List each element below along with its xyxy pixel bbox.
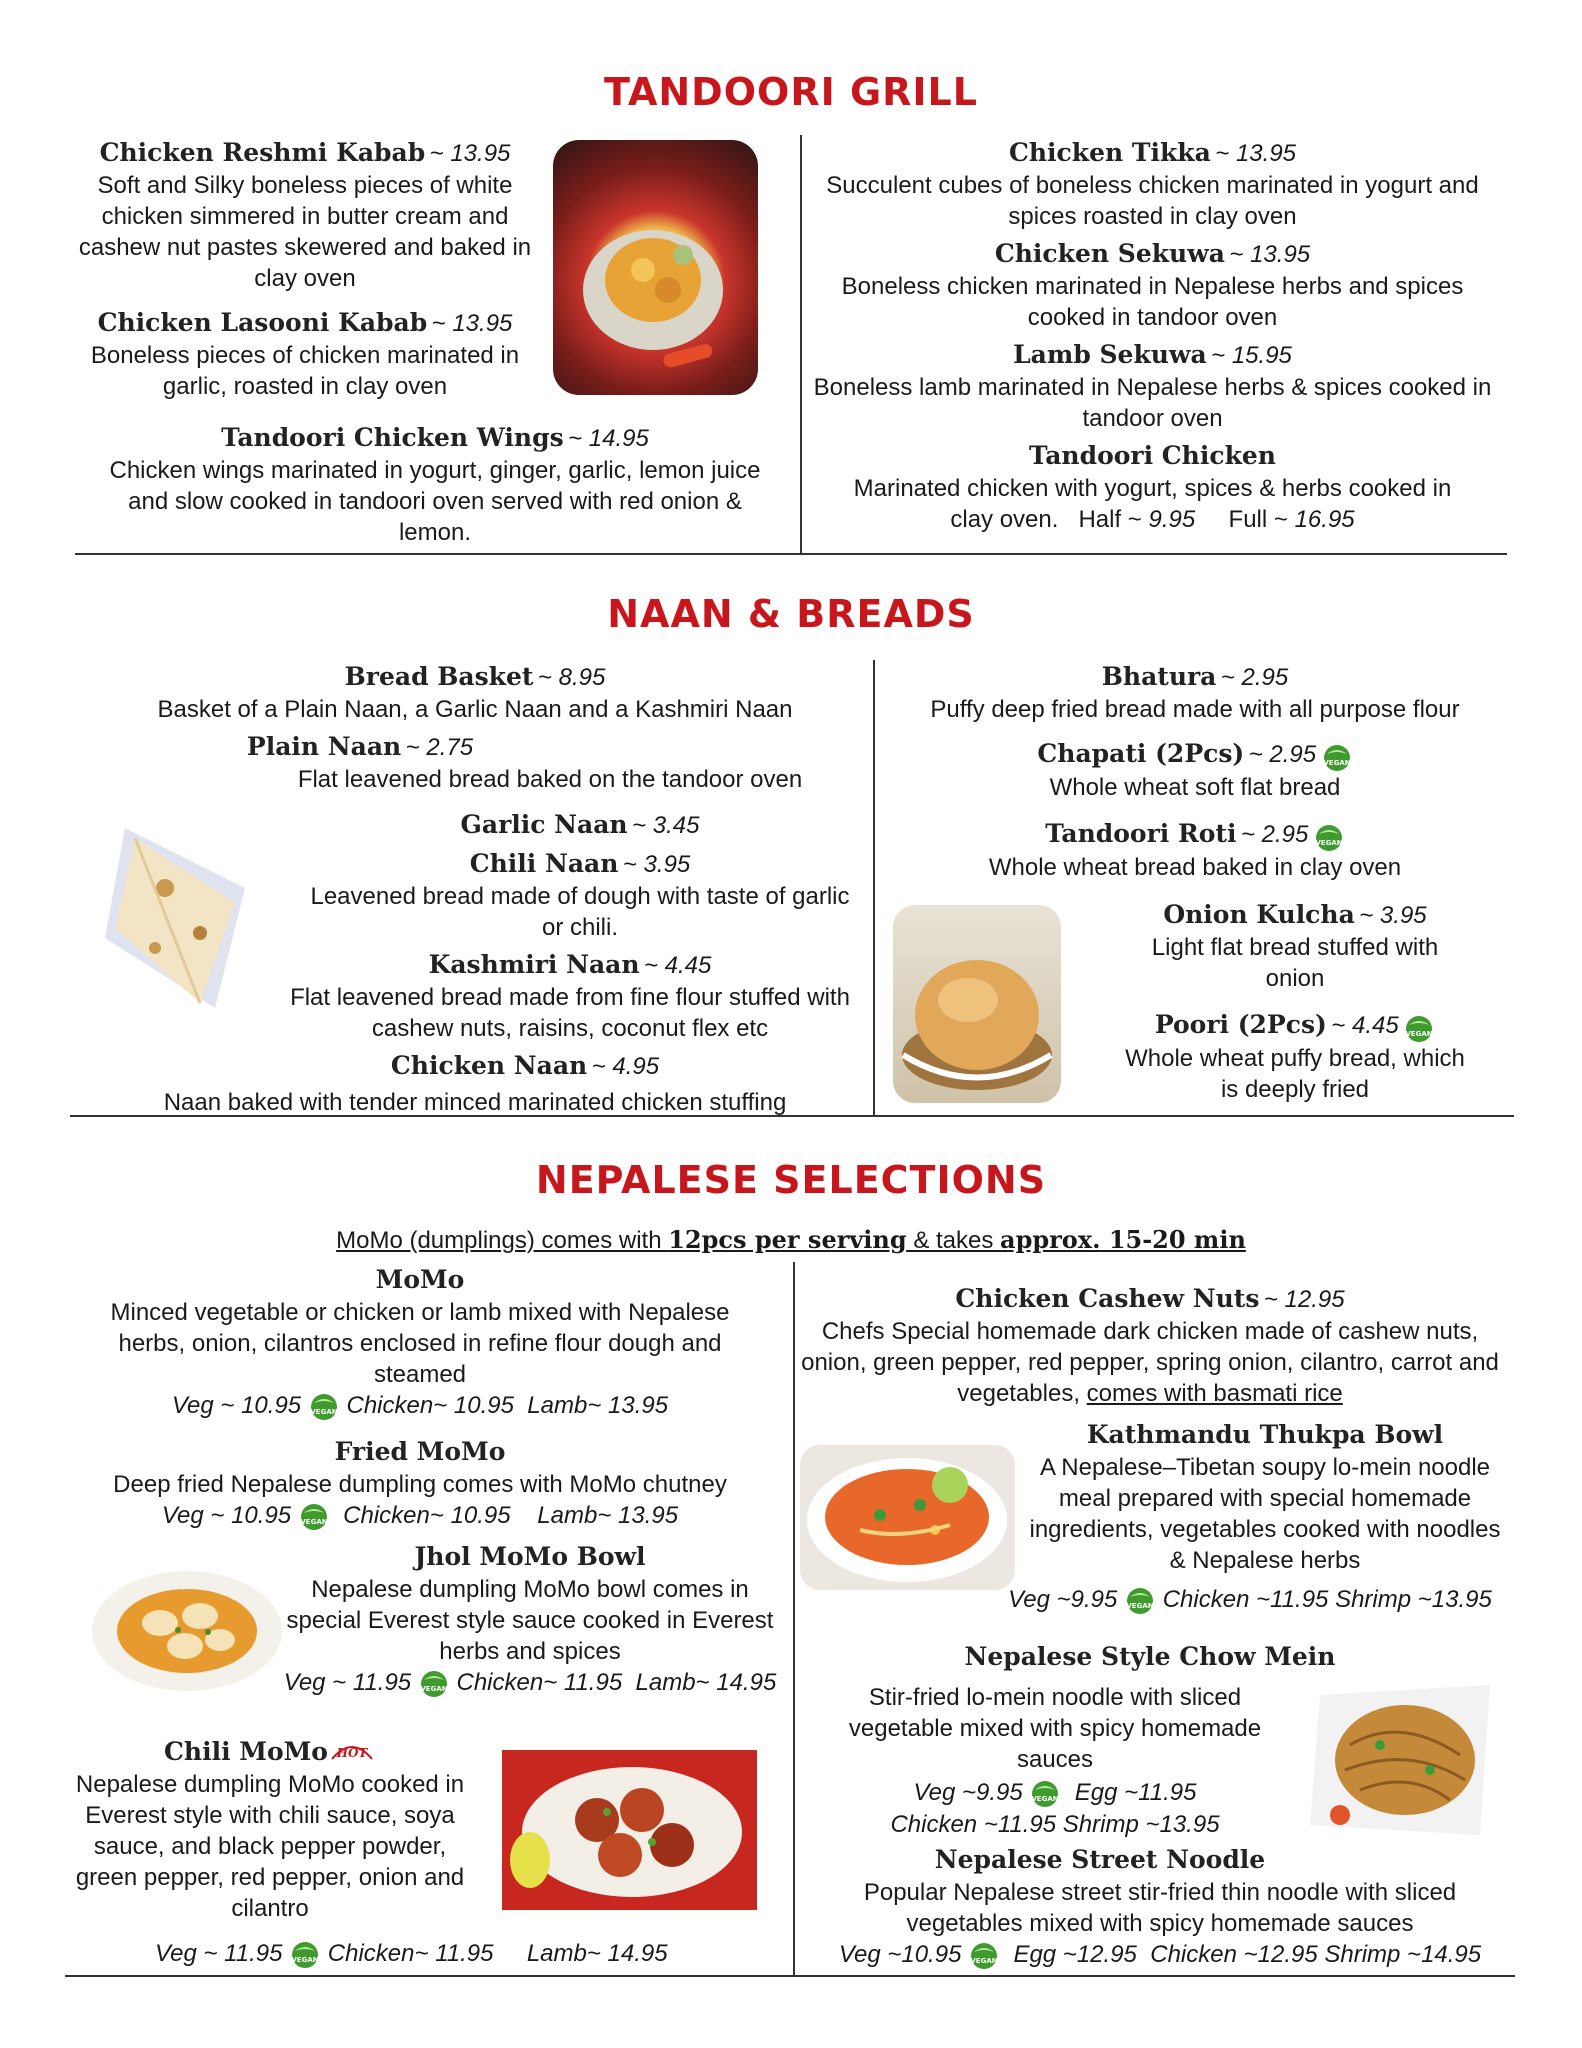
- nepalese-rule: [65, 1975, 1515, 1977]
- price-lamb: Lamb~ 13.95: [527, 1392, 669, 1419]
- item-name: Plain Naan: [246, 732, 402, 761]
- item-price: ~ 3.95: [622, 851, 691, 878]
- tandoori-divider: [800, 135, 802, 555]
- item-desc: Soft and Silky boneless pieces of white chicken simmered in butter cream and cashew nut pastes skewered and baked in clay oven: [78, 172, 532, 292]
- item-price: ~ 15.95: [1211, 342, 1292, 369]
- chow-mein-details: [810, 1682, 1300, 1841]
- price-shrimp: Shrimp ~14.95: [1324, 1941, 1482, 1968]
- menu-item-chili-naan: [300, 847, 860, 943]
- item-price: ~ 8.95: [537, 664, 606, 691]
- item-name: Lamb Sekuwa: [1013, 340, 1207, 369]
- tandoori-rule: [75, 553, 1507, 555]
- chili-momo-prices: [70, 1938, 770, 1970]
- vegan-icon: [1029, 1780, 1061, 1808]
- jhol-momo-photo: [90, 1568, 285, 1693]
- vegan-icon: [418, 1670, 450, 1698]
- note-text-c: & takes: [906, 1227, 1001, 1254]
- price-chicken: Chicken ~11.95: [890, 1811, 1057, 1838]
- menu-item-street-noodle: [800, 1843, 1520, 1971]
- item-name: Tandoori Chicken: [1029, 441, 1276, 470]
- price-chicken: Chicken ~11.95: [1162, 1586, 1329, 1613]
- item-name: Tandoori Chicken Wings: [221, 423, 564, 452]
- item-price: ~ 4.45: [1331, 1012, 1399, 1039]
- item-price: ~ 13.95: [1215, 140, 1297, 167]
- note-text-a: MoMo (dumplings) comes with: [336, 1227, 669, 1254]
- menu-item-bread-basket: [95, 660, 855, 725]
- item-desc: Flat leavened bread baked on the tandoor oven: [297, 766, 803, 793]
- item-desc: Light flat bread stuffed with onion: [1151, 934, 1439, 992]
- item-desc: Chefs Special homemade dark chicken made of cashew nuts, onion, green pepper, red pepper, spring onion, cilantro, carrot and vegetables,: [801, 1318, 1499, 1407]
- item-desc: Stir-fried lo-mein noodle with sliced vegetable mixed with spicy homemade sauces: [848, 1684, 1262, 1773]
- item-desc: Leavened bread made of dough with taste of garlic or chili.: [310, 883, 850, 941]
- price-lamb: Lamb~ 13.95: [537, 1502, 679, 1529]
- price-chicken: Chicken~ 11.95: [327, 1940, 494, 1967]
- item-name: Kathmandu Thukpa Bowl: [1086, 1420, 1444, 1449]
- menu-item-cashew-chicken: [795, 1282, 1505, 1409]
- item-name: Fried MoMo: [334, 1437, 506, 1466]
- item-desc: Whole wheat bread baked in clay oven: [988, 853, 1402, 881]
- price-veg: Veg ~ 10.95: [171, 1392, 302, 1419]
- item-name: Chili MoMo: [164, 1737, 328, 1766]
- item-desc: Naan baked with tender minced marinated chicken stuffing: [163, 1089, 787, 1116]
- price-veg: Veg ~9.95: [913, 1779, 1023, 1806]
- half-label: Half ~: [1078, 506, 1142, 533]
- half-price: 9.95: [1148, 506, 1196, 533]
- price-egg: Egg ~12.95: [1013, 1941, 1137, 1968]
- price-lamb: Lamb~ 14.95: [635, 1669, 777, 1696]
- item-price: ~ 2.95: [1220, 664, 1289, 691]
- menu-item-wings: [90, 421, 780, 548]
- item-desc: Marinated chicken with yogurt, spices & herbs cooked in clay oven.: [853, 475, 1452, 533]
- item-price: ~ 3.95: [1359, 902, 1427, 929]
- item-desc: Puffy deep fried bread made with all purpose flour: [930, 696, 1460, 723]
- price-egg: Egg ~11.95: [1074, 1779, 1197, 1806]
- item-name: Chicken Cashew Nuts: [955, 1284, 1260, 1313]
- full-label: Full ~: [1228, 506, 1288, 533]
- note-text-d: approx. 15-20 min: [1000, 1225, 1246, 1254]
- item-name: Chili Naan: [469, 849, 619, 878]
- item-name: Bread Basket: [344, 662, 534, 691]
- nepalese-title: NEPALESE SELECTIONS: [535, 1158, 1047, 1202]
- menu-item-thukpa: [1020, 1418, 1510, 1576]
- item-price: ~ 2.75: [405, 734, 474, 761]
- price-veg: Veg ~9.95: [1008, 1586, 1118, 1613]
- item-desc: Nepalese dumpling MoMo bowl comes in special Everest style sauce cooked in Everest herbs and spices: [286, 1576, 774, 1665]
- menu-item-sekuwa: [810, 237, 1495, 333]
- menu-item-reshmi: [70, 136, 540, 294]
- item-desc: Basket of a Plain Naan, a Garlic Naan and a Kashmiri Naan: [157, 696, 793, 723]
- item-desc: Nepalese dumpling MoMo cooked in Everest style with chili sauce, soya sauce, and black pepper powder, green pepper, red pepper, onion and cilantro: [75, 1771, 465, 1922]
- price-shrimp: Shrimp ~13.95: [1062, 1811, 1220, 1838]
- price-veg: Veg ~ 10.95: [161, 1502, 292, 1529]
- naan-divider: [873, 660, 875, 1117]
- item-desc: Minced vegetable or chicken or lamb mixed with Nepalese herbs, onion, cilantros enclosed in refine flour dough and steamed: [110, 1299, 730, 1388]
- item-price: ~ 4.45: [643, 952, 712, 979]
- vegan-icon: [1313, 824, 1345, 852]
- menu-item-garlic-naan: [300, 808, 860, 842]
- item-name: Poori (2Pcs): [1154, 1010, 1327, 1039]
- vegan-icon: [298, 1503, 330, 1531]
- tandoori-title: TANDOORI GRILL: [604, 70, 978, 114]
- menu-item-onion-kulcha: [1085, 898, 1505, 994]
- poori-photo: [893, 905, 1061, 1103]
- menu-item-tandoori-roti: [880, 817, 1510, 883]
- item-price: ~ 13.95: [1229, 241, 1311, 268]
- vegan-icon: [1321, 744, 1353, 772]
- menu-item-jhol-momo: [280, 1540, 780, 1699]
- item-name: Chicken Naan: [390, 1051, 588, 1080]
- item-name: Nepalese Style Chow Mein: [964, 1642, 1336, 1671]
- item-price: ~ 2.95: [1240, 821, 1309, 848]
- item-name: Chapati (2Pcs): [1037, 739, 1245, 768]
- item-price: ~ 3.45: [632, 812, 700, 839]
- vegan-icon: [968, 1942, 1000, 1970]
- menu-item-tandoori-chicken: [810, 439, 1495, 535]
- item-name: Onion Kulcha: [1163, 900, 1355, 929]
- item-desc: Popular Nepalese street stir-fried thin noodle with sliced vegetables mixed with spicy homemade sauces: [863, 1879, 1457, 1937]
- item-name: Jhol MoMo Bowl: [414, 1542, 646, 1571]
- item-desc: Deep fried Nepalese dumpling comes with MoMo chutney: [113, 1471, 727, 1498]
- menu-item-kashmiri-naan: [275, 948, 865, 1044]
- momo-note: [0, 1225, 1582, 1255]
- vegan-icon: [308, 1393, 340, 1421]
- price-lamb: Lamb~ 14.95: [526, 1940, 668, 1967]
- item-desc: Boneless pieces of chicken marinated in garlic, roasted in clay oven: [90, 342, 520, 400]
- item-name: Tandoori Roti: [1045, 819, 1237, 848]
- price-veg: Veg ~ 11.95: [155, 1940, 283, 1967]
- vegan-icon: [289, 1941, 321, 1969]
- menu-item-chow-mein: [900, 1640, 1400, 1674]
- item-price: ~ 12.95: [1263, 1286, 1345, 1313]
- item-desc: Whole wheat soft flat bread: [1049, 773, 1341, 801]
- item-price: ~ 4.95: [591, 1053, 660, 1080]
- price-chicken: Chicken~ 11.95: [456, 1669, 623, 1696]
- menu-item-chicken-naan: [95, 1049, 855, 1118]
- price-chicken: Chicken ~12.95: [1150, 1941, 1318, 1968]
- item-desc: A Nepalese–Tibetan soupy lo-mein noodle meal prepared with special homemade ingredients, vegetables cooked with noodles & Nepalese herbs: [1029, 1454, 1501, 1574]
- thukpa-prices: [980, 1584, 1520, 1616]
- price-veg: Veg ~ 11.95: [283, 1669, 412, 1696]
- price-shrimp: Shrimp ~13.95: [1335, 1586, 1492, 1613]
- item-name: MoMo: [375, 1265, 465, 1294]
- hot-icon: [328, 1735, 376, 1765]
- menu-item-momo: [75, 1263, 765, 1422]
- chow-mein-photo: [1300, 1675, 1500, 1845]
- chili-momo-photo: [502, 1750, 757, 1910]
- menu-item-lamb-sekuwa: [810, 338, 1495, 434]
- item-desc: Flat leavened bread made from fine flour stuffed with cashew nuts, raisins, coconut flex etc: [290, 984, 850, 1042]
- vegan-icon: [1124, 1587, 1156, 1615]
- item-name: Chicken Tikka: [1008, 138, 1211, 167]
- menu-item-tikka: [810, 136, 1495, 232]
- menu-item-bhatura: [880, 660, 1510, 725]
- item-name: Bhatura: [1101, 662, 1217, 691]
- item-price: ~ 14.95: [568, 425, 649, 452]
- vegan-icon: [1403, 1015, 1435, 1043]
- menu-item-fried-momo: [75, 1435, 765, 1532]
- item-name: Nepalese Street Noodle: [934, 1845, 1266, 1874]
- item-desc: Boneless chicken marinated in Nepalese herbs and spices cooked in tandoor oven: [841, 273, 1464, 331]
- item-price: ~ 2.95: [1248, 741, 1317, 768]
- item-name: Chicken Sekuwa: [994, 239, 1225, 268]
- item-desc: Chicken wings marinated in yogurt, ginger, garlic, lemon juice and slow cooked in tandoori oven served with red onion & lemon.: [109, 457, 761, 546]
- menu-item-chapati: [880, 737, 1510, 803]
- note-text-b: 12pcs per serving: [668, 1225, 907, 1254]
- item-name: Kashmiri Naan: [428, 950, 640, 979]
- item-price: ~ 13.95: [429, 140, 511, 167]
- price-chicken: Chicken~ 10.95: [346, 1392, 514, 1419]
- menu-item-poori: [1085, 1008, 1505, 1105]
- price-veg: Veg ~10.95: [838, 1941, 962, 1968]
- thukpa-photo: [800, 1445, 1015, 1590]
- item-name: Chicken Lasooni Kabab: [97, 308, 428, 337]
- item-desc-underlined: comes with basmati rice: [1086, 1380, 1343, 1407]
- kabab-photo: [553, 140, 758, 395]
- item-name: Garlic Naan: [460, 810, 628, 839]
- menu-item-lasooni: [70, 306, 540, 402]
- item-desc: Succulent cubes of boneless chicken marinated in yogurt and spices roasted in clay oven: [826, 172, 1479, 230]
- item-desc: Boneless lamb marinated in Nepalese herbs & spices cooked in tandoor oven: [813, 374, 1492, 432]
- item-name: Chicken Reshmi Kabab: [99, 138, 426, 167]
- item-price: ~ 13.95: [431, 310, 513, 337]
- menu-item-chili-momo: [70, 1735, 470, 1924]
- menu-item-plain-naan: [95, 730, 855, 795]
- naan-title: NAAN & BREADS: [607, 592, 975, 636]
- hot-label: HOT: [336, 1746, 368, 1760]
- item-desc: Whole wheat puffy bread, which is deeply fried: [1125, 1044, 1465, 1103]
- full-price: 16.95: [1294, 506, 1355, 533]
- price-chicken: Chicken~ 10.95: [343, 1502, 511, 1529]
- naan-photo: [95, 808, 265, 1023]
